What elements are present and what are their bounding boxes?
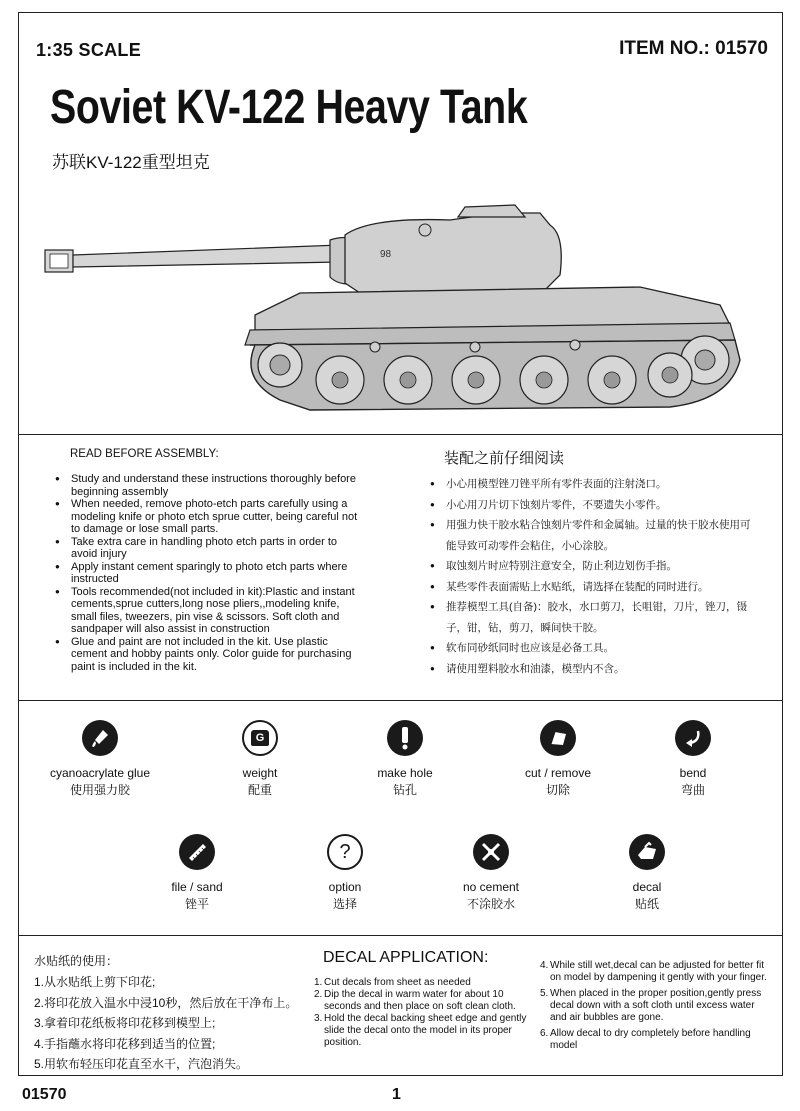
- list-item: ● Apply instant cement sparingly to photo etch parts where instructed: [55, 561, 365, 586]
- tank-illustration: [40, 195, 750, 420]
- tool-label-en: weight: [242, 766, 278, 780]
- weight-icon: [242, 720, 278, 756]
- tool-label-cn: 使用强力胶: [69, 783, 130, 797]
- tool-label-en: no cement: [462, 880, 520, 894]
- list-item: [540, 1028, 770, 1052]
- decal-title-en: DECAL APPLICATION:: [323, 949, 489, 966]
- list-item: [540, 960, 770, 984]
- tool-label-en: cyanoacrylate glue: [49, 766, 151, 780]
- list-item: ● 小心用模型锉刀锉平所有零件表面的注射浇口。: [430, 474, 760, 495]
- list-item: 5.用软布轻压印花直至水干，汽泡消失。: [34, 1057, 249, 1071]
- drill-icon: [387, 720, 423, 756]
- page-number: 1: [392, 1086, 401, 1103]
- list-item: ● 小心用刀片切下蚀刻片零件，不要遗失小零件。: [430, 495, 760, 516]
- no-cement-icon: [473, 834, 509, 870]
- divider-top: [18, 434, 783, 435]
- tool-weight: [205, 720, 315, 798]
- step-number: 6.: [540, 1028, 549, 1039]
- decal-hand-icon: [629, 834, 665, 870]
- tool-label-cn: 锉平: [184, 897, 209, 911]
- list-item: 1.从水贴纸上剪下印花;: [34, 975, 156, 989]
- list-item: [314, 989, 534, 1013]
- tool-make-hole: [350, 720, 460, 798]
- tool-cut-remove: [503, 720, 613, 798]
- list-item: [314, 1013, 534, 1049]
- step-text: Allow decal to dry completely before handling model: [550, 1028, 751, 1051]
- tool-label-cn: 弯曲: [680, 783, 705, 797]
- tool-label-en: file / sand: [171, 880, 223, 894]
- step-text: While still wet,decal can be adjusted for better fit on model by dampening it gently with your finger.: [550, 960, 767, 983]
- list-item: ● 软布同砂纸同时也应该是必备工具。: [430, 638, 760, 659]
- tool-file-sand: [142, 834, 252, 912]
- step-number: 2.: [314, 989, 323, 1000]
- decal-list-en-left: [314, 977, 534, 1049]
- list-item: ● Tools recommended(not included in kit):Plastic and instant cements,sprue cutters,long nose pliers,,modeling knife, small files, tweezers, pin vise & scissors. Soft cloth and sandpaper will also assist in construction: [55, 586, 365, 636]
- question-icon: [327, 834, 363, 870]
- list-item: [540, 988, 770, 1024]
- list-item: [314, 977, 534, 989]
- list-item: ● When needed, remove photo-etch parts carefully using a modeling knife or photo etch sprue cutter, being careful not to damage or lose small parts.: [55, 498, 365, 536]
- step-text: Hold the decal backing sheet edge and gently slide the decal onto the model in its proper position.: [324, 1013, 527, 1048]
- tool-label-en: option: [328, 880, 362, 894]
- tool-label-cn: 切除: [545, 783, 570, 797]
- tool-cyanoacrylate-glue: [45, 720, 155, 798]
- item-number: ITEM NO.: 01570: [619, 38, 768, 59]
- divider-bottom: [18, 935, 783, 936]
- list-item: ● Glue and paint are not included in the kit. Use plastic cement and hobby paints only. Color guide for purchasing paint is included in the kit.: [55, 636, 365, 674]
- list-item: 2.将印花放入温水中浸10秒，然后放在干净布上。: [34, 995, 298, 1010]
- page-title-cn: 苏联KV-122重型坦克: [52, 153, 210, 172]
- bend-arrow-icon: [675, 720, 711, 756]
- tool-label-cn: 贴纸: [634, 897, 659, 911]
- footer-item-code: 01570: [22, 1086, 67, 1103]
- tool-label-cn: 配重: [247, 783, 272, 797]
- decal-list-en-right: [540, 960, 770, 1052]
- step-number: 1.: [314, 977, 323, 988]
- tool-no-cement: [436, 834, 546, 912]
- divider-middle: [18, 700, 783, 701]
- list-item: ● 某些零件表面需贴上水贴纸，请选择在装配的同时进行。: [430, 577, 760, 598]
- tool-bend: [638, 720, 748, 798]
- question-glyph: ?: [339, 841, 351, 863]
- tool-decal: [592, 834, 702, 912]
- read-before-list-en: [55, 473, 365, 673]
- tool-label-cn: 选择: [332, 897, 357, 911]
- list-item: ● Take extra care in handling photo etch parts in order to avoid injury: [55, 536, 365, 561]
- cut-icon: [540, 720, 576, 756]
- step-number: 4.: [540, 960, 549, 971]
- tool-label-en: decal: [632, 880, 662, 894]
- file-icon: [179, 834, 215, 870]
- tool-option: [290, 834, 400, 912]
- step-text: Cut decals from sheet as needed: [324, 977, 471, 988]
- list-item: ● 取蚀刻片时应特别注意安全，防止利边划伤手指。: [430, 556, 760, 577]
- read-before-title-en: READ BEFORE ASSEMBLY:: [70, 448, 219, 460]
- tool-label-cn: 不涂胶水: [466, 897, 515, 911]
- weight-letter: G: [251, 730, 269, 746]
- list-item: ● Study and understand these instructions thoroughly before beginning assembly: [55, 473, 365, 498]
- decal-title-cn: 水贴纸的使用：: [34, 954, 119, 968]
- tool-label-en: cut / remove: [524, 766, 592, 780]
- list-item: ● 用强力快干胶水粘合蚀刻片零件和金属轴。过量的快干胶水使用可能导致可动零件会粘住，小心涂胶。: [430, 515, 760, 556]
- page-title: Soviet KV-122 Heavy Tank: [50, 81, 528, 134]
- list-item: 4.手指蘸水将印花移到适当的位置;: [34, 1036, 216, 1051]
- step-text: When placed in the proper position,gently press decal down with a soft cloth until excess water and air bubbles are gone.: [550, 988, 762, 1023]
- step-number: 3.: [314, 1013, 323, 1024]
- tool-label-cn: 钻孔: [392, 783, 417, 797]
- glue-drop-icon: [82, 720, 118, 756]
- scale-label: 1:35 SCALE: [36, 40, 142, 60]
- turret-marking: 98: [380, 249, 392, 260]
- tool-label-en: bend: [679, 766, 707, 780]
- list-item: ● 请使用塑料胶水和油漆，模型内不含。: [430, 659, 760, 680]
- read-before-title-cn: 装配之前仔细阅读: [444, 450, 565, 467]
- read-before-list-cn: [430, 474, 760, 679]
- step-number: 5.: [540, 988, 549, 999]
- tool-label-en: make hole: [377, 766, 433, 780]
- list-item: ● 推荐模型工具(自备)：胶水，水口剪刀，长咀钳，刀片，锉刀，镊子，钳，钻，剪刀，瞬间快干胶。: [430, 597, 760, 638]
- step-text: Dip the decal in warm water for about 10 seconds and then place on soft clean cloth.: [324, 989, 516, 1012]
- decal-list-cn: [34, 972, 297, 1075]
- list-item: 3.拿着印花纸板将印花移到模型上;: [34, 1016, 216, 1030]
